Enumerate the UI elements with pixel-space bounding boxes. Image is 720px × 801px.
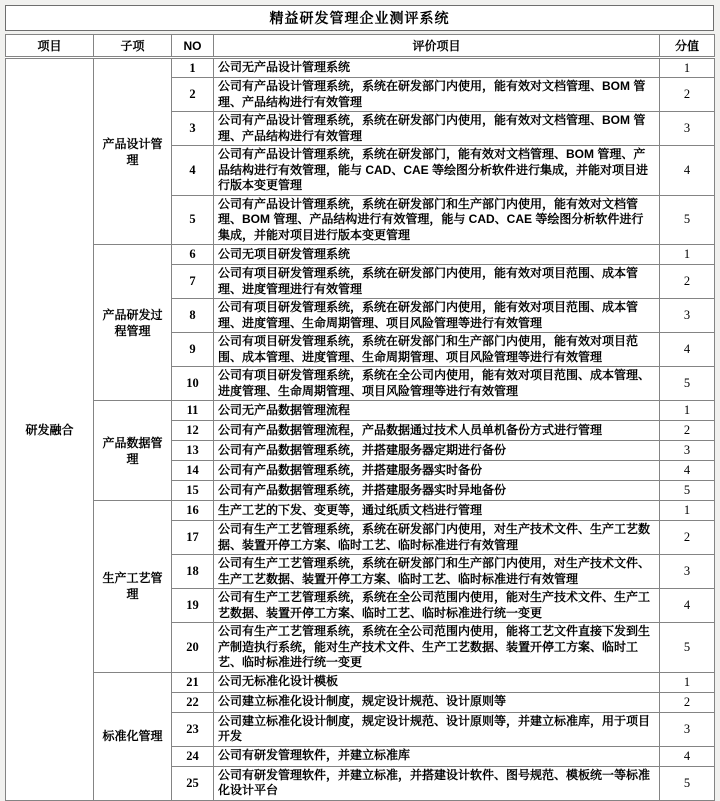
row-no: 7 (172, 265, 214, 299)
header-row (6, 35, 715, 58)
row-score: 3 (660, 112, 715, 146)
row-score: 5 (660, 367, 715, 401)
row-text: 公司有生产工艺管理系统，系统在研发部门内使用，对生产技术文件、生产工艺数据、装置开停工方案、临时工艺、临时标准进行有效管理 (214, 521, 660, 555)
row-score: 2 (660, 265, 715, 299)
header-subitem: 子项 (94, 35, 172, 58)
row-no: 23 (172, 712, 214, 746)
row-score: 2 (660, 521, 715, 555)
subitem-cell: 产品设计管理 (94, 58, 172, 245)
row-text: 公司无产品数据管理流程 (214, 401, 660, 421)
table-row (6, 245, 715, 265)
row-text: 公司有生产工艺管理系统，系统在研发部门和生产部门内使用，对生产技术文件、生产工艺数据、装置开停工方案、临时工艺、临时标准进行有效管理 (214, 555, 660, 589)
row-no: 3 (172, 112, 214, 146)
row-text: 公司无项目研发管理系统 (214, 245, 660, 265)
header-score: 分值 (660, 35, 715, 58)
row-text: 公司有项目研发管理系统，系统在全公司内使用，能有效对项目范围、成本管理、进度管理、生命周期管理、项目风险管理等进行有效管理 (214, 367, 660, 401)
row-score: 3 (660, 441, 715, 461)
table-row (6, 58, 715, 78)
row-no: 13 (172, 441, 214, 461)
table-row (6, 672, 715, 692)
subitem-cell: 产品研发过程管理 (94, 245, 172, 401)
row-text: 公司建立标准化设计制度，规定设计规范、设计原则等 (214, 692, 660, 712)
row-no: 25 (172, 766, 214, 800)
row-text: 公司有产品数据管理系统，并搭建服务器实时异地备份 (214, 481, 660, 501)
row-score: 2 (660, 421, 715, 441)
row-score: 5 (660, 623, 715, 673)
row-score: 4 (660, 333, 715, 367)
subitem-cell: 标准化管理 (94, 672, 172, 800)
row-score: 5 (660, 481, 715, 501)
row-score: 1 (660, 58, 715, 78)
project-cell: 研发融合 (6, 58, 94, 801)
row-text: 公司有产品数据管理系统，并搭建服务器定期进行备份 (214, 441, 660, 461)
row-no: 8 (172, 299, 214, 333)
table-title: 精益研发管理企业测评系统 (5, 5, 714, 31)
table-row (6, 501, 715, 521)
row-text: 公司有研发管理软件，并建立标准库 (214, 746, 660, 766)
row-text: 公司有生产工艺管理系统，系统在全公司范围内使用，能对生产技术文件、生产工艺数据、装置开停工方案、临时工艺、临时标准进行统一变更 (214, 589, 660, 623)
row-text: 公司有产品数据管理系统，并搭建服务器实时备份 (214, 461, 660, 481)
header-item: 评价项目 (214, 35, 660, 58)
row-score: 3 (660, 299, 715, 333)
row-text: 公司有项目研发管理系统，系统在研发部门和生产部门内使用，能有效对项目范围、成本管理、进度管理、生命周期管理、项目风险管理等进行有效管理 (214, 333, 660, 367)
row-text: 公司有项目研发管理系统，系统在研发部门内使用，能有效对项目范围、成本管理、进度管理、生命周期管理、项目风险管理等进行有效管理 (214, 299, 660, 333)
row-no: 16 (172, 501, 214, 521)
row-score: 4 (660, 746, 715, 766)
row-score: 2 (660, 78, 715, 112)
row-text: 公司无标准化设计模板 (214, 672, 660, 692)
row-no: 18 (172, 555, 214, 589)
row-score: 4 (660, 146, 715, 196)
header-no: NO (172, 35, 214, 58)
row-no: 21 (172, 672, 214, 692)
row-text: 公司建立标准化设计制度，规定设计规范、设计原则等，并建立标准库，用于项目开发 (214, 712, 660, 746)
row-no: 2 (172, 78, 214, 112)
row-text: 公司有项目研发管理系统，系统在研发部门内使用，能有效对项目范围、成本管理、进度管理进行有效管理 (214, 265, 660, 299)
subitem-cell: 生产工艺管理 (94, 501, 172, 673)
subitem-cell: 产品数据管理 (94, 401, 172, 501)
row-no: 19 (172, 589, 214, 623)
row-no: 9 (172, 333, 214, 367)
row-no: 11 (172, 401, 214, 421)
row-no: 6 (172, 245, 214, 265)
row-score: 4 (660, 589, 715, 623)
row-no: 12 (172, 421, 214, 441)
row-no: 22 (172, 692, 214, 712)
table-row (6, 401, 715, 421)
row-text: 公司无产品设计管理系统 (214, 58, 660, 78)
row-no: 14 (172, 461, 214, 481)
row-text: 生产工艺的下发、变更等，通过纸质文档进行管理 (214, 501, 660, 521)
row-score: 1 (660, 501, 715, 521)
row-no: 1 (172, 58, 214, 78)
row-text: 公司有生产工艺管理系统，系统在全公司范围内使用，能将工艺文件直接下发到生产制造执行系统，能对生产技术文件、生产工艺数据、装置开停工方案、临时工艺、临时标准进行统一变更 (214, 623, 660, 673)
row-no: 24 (172, 746, 214, 766)
row-no: 5 (172, 195, 214, 245)
row-no: 15 (172, 481, 214, 501)
header-project: 项目 (6, 35, 94, 58)
row-text: 公司有研发管理软件，并建立标准，并搭建设计软件、图号规范、模板统一等标准化设计平台 (214, 766, 660, 800)
row-score: 5 (660, 766, 715, 800)
row-no: 4 (172, 146, 214, 196)
row-text: 公司有产品设计管理系统，系统在研发部门，能有效对文档管理、BOM 管理、产品结构进行有效管理，能与 CAD、CAE 等绘图分析软件进行集成，并能对项目进行版本变更管理 (214, 146, 660, 196)
row-score: 4 (660, 461, 715, 481)
row-no: 17 (172, 521, 214, 555)
row-score: 5 (660, 195, 715, 245)
row-score: 1 (660, 401, 715, 421)
row-score: 2 (660, 692, 715, 712)
row-text: 公司有产品设计管理系统，系统在研发部门和生产部门内使用，能有效对文档管理、BOM 管理、产品结构进行有效管理，能与 CAD、CAE 等绘图分析软件进行集成，并能对项目进行版本变更管理 (214, 195, 660, 245)
row-no: 10 (172, 367, 214, 401)
row-text: 公司有产品设计管理系统，系统在研发部门内使用，能有效对文档管理、BOM 管理、产品结构进行有效管理 (214, 78, 660, 112)
row-text: 公司有产品数据管理流程，产品数据通过技术人员单机备份方式进行管理 (214, 421, 660, 441)
row-score: 1 (660, 245, 715, 265)
row-no: 20 (172, 623, 214, 673)
evaluation-table (5, 34, 715, 801)
row-score: 3 (660, 712, 715, 746)
row-text: 公司有产品设计管理系统，系统在研发部门内使用，能有效对文档管理、BOM 管理、产品结构进行有效管理 (214, 112, 660, 146)
row-score: 1 (660, 672, 715, 692)
row-score: 3 (660, 555, 715, 589)
